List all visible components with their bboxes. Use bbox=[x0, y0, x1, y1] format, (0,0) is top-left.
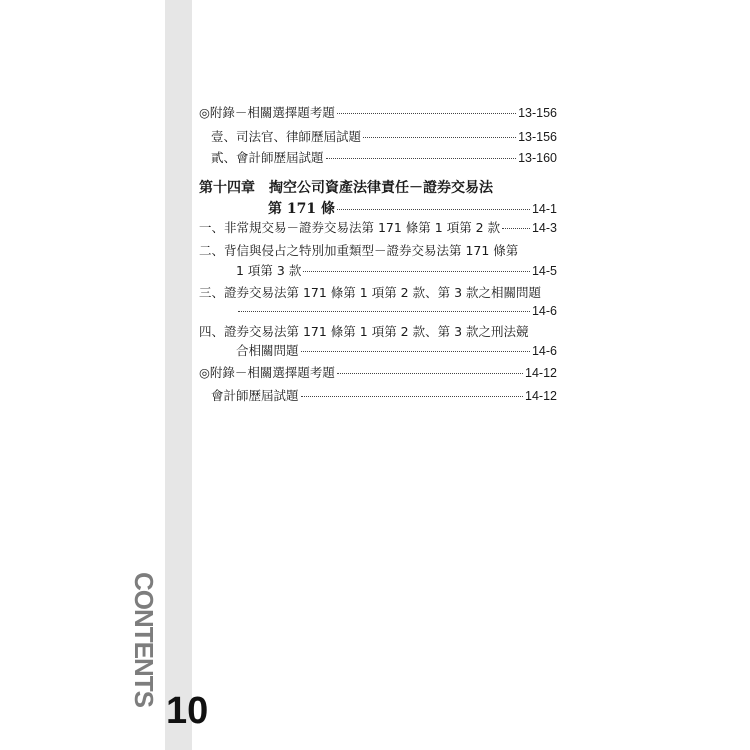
chapter-title-line1: 掏空公司資產法律責任－證券交易法 bbox=[269, 180, 493, 196]
toc-entry-text: 壹、司法官、律師歷屆試題 bbox=[211, 129, 362, 144]
leader-dots bbox=[337, 112, 516, 114]
toc-entry-page: 14-12 bbox=[525, 389, 557, 403]
toc-section-2-line1[interactable]: 二、背信與侵占之特別加重類型－證券交易法第 171 條第 bbox=[199, 243, 519, 258]
leader-dots bbox=[326, 157, 517, 159]
toc-appendix-14[interactable] bbox=[199, 365, 557, 381]
contents-side-label: CONTENTS bbox=[129, 572, 159, 707]
chapter-number: 第十四章 bbox=[199, 180, 255, 196]
toc-entry-page: 14-6 bbox=[531, 304, 557, 318]
leader-dots bbox=[303, 270, 530, 272]
toc-entry-page: 13-156 bbox=[518, 130, 557, 144]
toc-entry-page: 14-3 bbox=[531, 221, 557, 235]
toc-exam-accountant[interactable] bbox=[211, 150, 557, 166]
toc-exam-accountant-14[interactable] bbox=[211, 388, 557, 404]
toc-entry-text: ◎附錄－相關選擇題考題 bbox=[199, 365, 335, 380]
chapter-heading-line2[interactable] bbox=[268, 198, 557, 218]
toc-entry-text: 1 項第 3 款 bbox=[236, 263, 302, 278]
toc-appendix-13[interactable] bbox=[199, 105, 557, 121]
leader-dots bbox=[363, 136, 516, 138]
toc-section-3[interactable] bbox=[236, 303, 557, 319]
toc-entry-text: 一、非常規交易－證券交易法第 171 條第 1 項第 2 款 bbox=[199, 220, 501, 235]
toc-entry-page: 14-12 bbox=[525, 366, 557, 380]
leader-dots bbox=[337, 372, 523, 374]
toc-section-1[interactable] bbox=[199, 220, 557, 236]
chapter-title-line2: 第 171 條 bbox=[268, 201, 335, 217]
side-strip bbox=[165, 0, 192, 750]
toc-entry-text: ◎附錄－相關選擇題考題 bbox=[199, 105, 335, 120]
leader-dots bbox=[337, 208, 530, 210]
toc-section-4[interactable] bbox=[236, 343, 557, 359]
toc-entry-page: 13-156 bbox=[518, 106, 557, 120]
chapter-heading[interactable] bbox=[199, 177, 493, 197]
toc-section-3-line1[interactable]: 三、證券交易法第 171 條第 1 項第 2 款、第 3 款之相關問題 bbox=[199, 285, 542, 300]
toc-entry-page: 14-6 bbox=[531, 344, 557, 358]
toc-entry-text: 貳、會計師歷屆試題 bbox=[211, 150, 324, 165]
leader-dots bbox=[301, 350, 530, 352]
toc-section-4-line1[interactable]: 四、證券交易法第 171 條第 1 項第 2 款、第 3 款之刑法競 bbox=[199, 324, 529, 339]
toc-section-2[interactable] bbox=[236, 263, 557, 279]
toc-entry-page: 14-5 bbox=[531, 264, 557, 278]
toc-exam-judicial[interactable] bbox=[211, 129, 557, 145]
toc-entry-text: 合相關問題 bbox=[236, 343, 299, 358]
leader-dots bbox=[502, 227, 530, 229]
leader-dots bbox=[238, 310, 530, 312]
toc-entry-page: 13-160 bbox=[518, 151, 557, 165]
chapter-page: 14-1 bbox=[531, 202, 557, 216]
leader-dots bbox=[301, 395, 524, 397]
toc-entry-text: 會計師歷屆試題 bbox=[211, 388, 299, 403]
page-number: 10 bbox=[166, 690, 209, 732]
